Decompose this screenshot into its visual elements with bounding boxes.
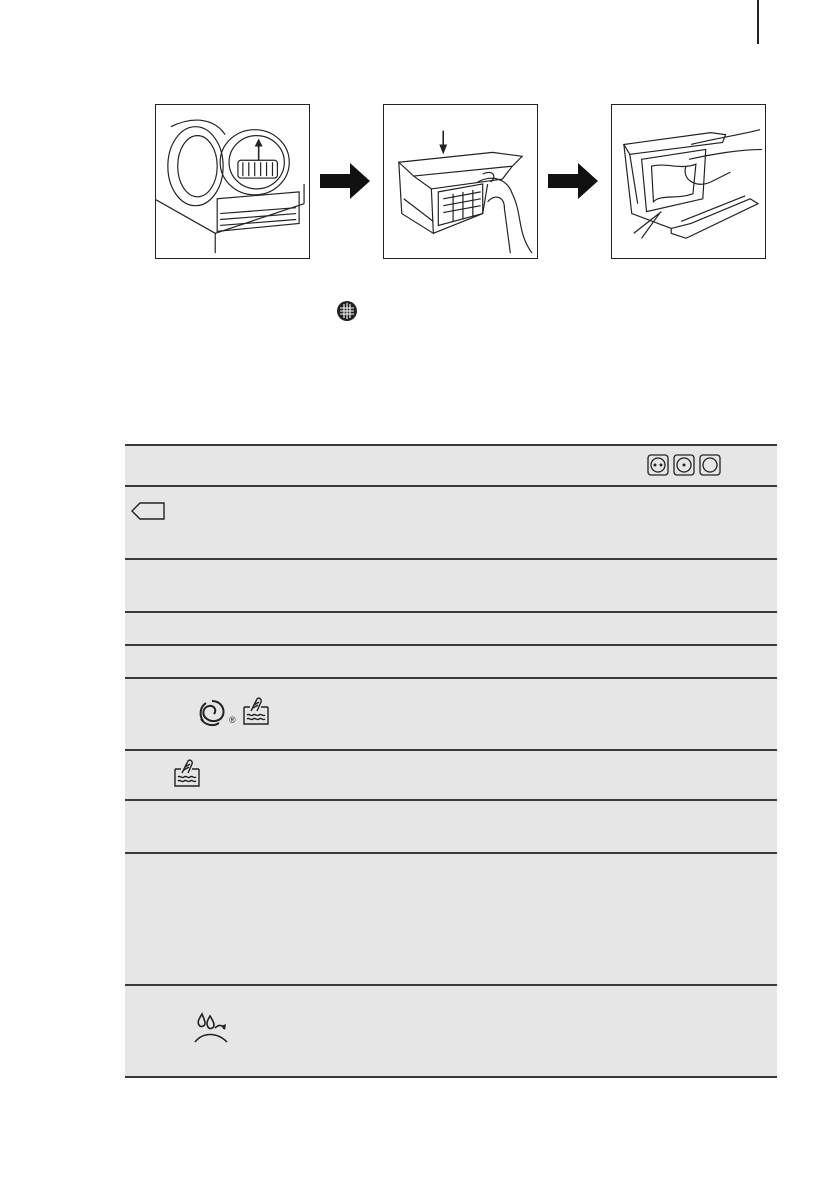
filter-clean-hand-illustration — [612, 105, 765, 258]
table-row — [125, 611, 777, 644]
table-row — [125, 852, 777, 984]
hand-wash-icon — [172, 759, 202, 789]
table-row — [125, 485, 777, 558]
dryer-filter-lift-illustration — [156, 105, 309, 258]
arrow-right-icon — [548, 163, 598, 199]
dry-one-dot-icon — [673, 454, 695, 476]
table-row — [125, 677, 777, 749]
filter-open-press-illustration — [384, 105, 537, 258]
table-row — [125, 799, 777, 852]
figure-open-filter — [383, 104, 538, 259]
woolmark-icon — [195, 697, 229, 729]
dry-no-dot-icon — [699, 454, 721, 476]
table-row — [125, 444, 777, 485]
table-row — [125, 558, 777, 611]
refresh-steam-icon — [193, 1010, 229, 1048]
filter-symbol-icon — [336, 300, 358, 322]
arrow-right-icon — [320, 163, 370, 199]
table-row — [125, 644, 777, 677]
registered-mark: ® — [229, 715, 236, 725]
figure-remove-filter — [155, 104, 310, 259]
page-edge-mark — [757, 0, 759, 44]
care-label-icon — [130, 501, 166, 521]
care-symbols-table — [125, 444, 777, 1078]
figure-clean-filter — [611, 104, 766, 259]
table-row — [125, 984, 777, 1078]
table-row — [125, 749, 777, 799]
hand-wash-icon — [241, 697, 271, 727]
dry-two-dots-icon — [647, 454, 669, 476]
